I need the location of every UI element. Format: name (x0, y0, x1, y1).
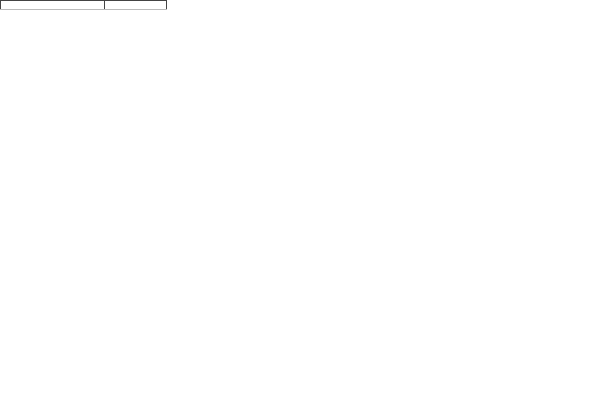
route-column-header (1, 1, 105, 10)
table-header (1, 1, 601, 10)
flight-column-header (105, 1, 167, 10)
table-body (1, 10, 601, 407)
